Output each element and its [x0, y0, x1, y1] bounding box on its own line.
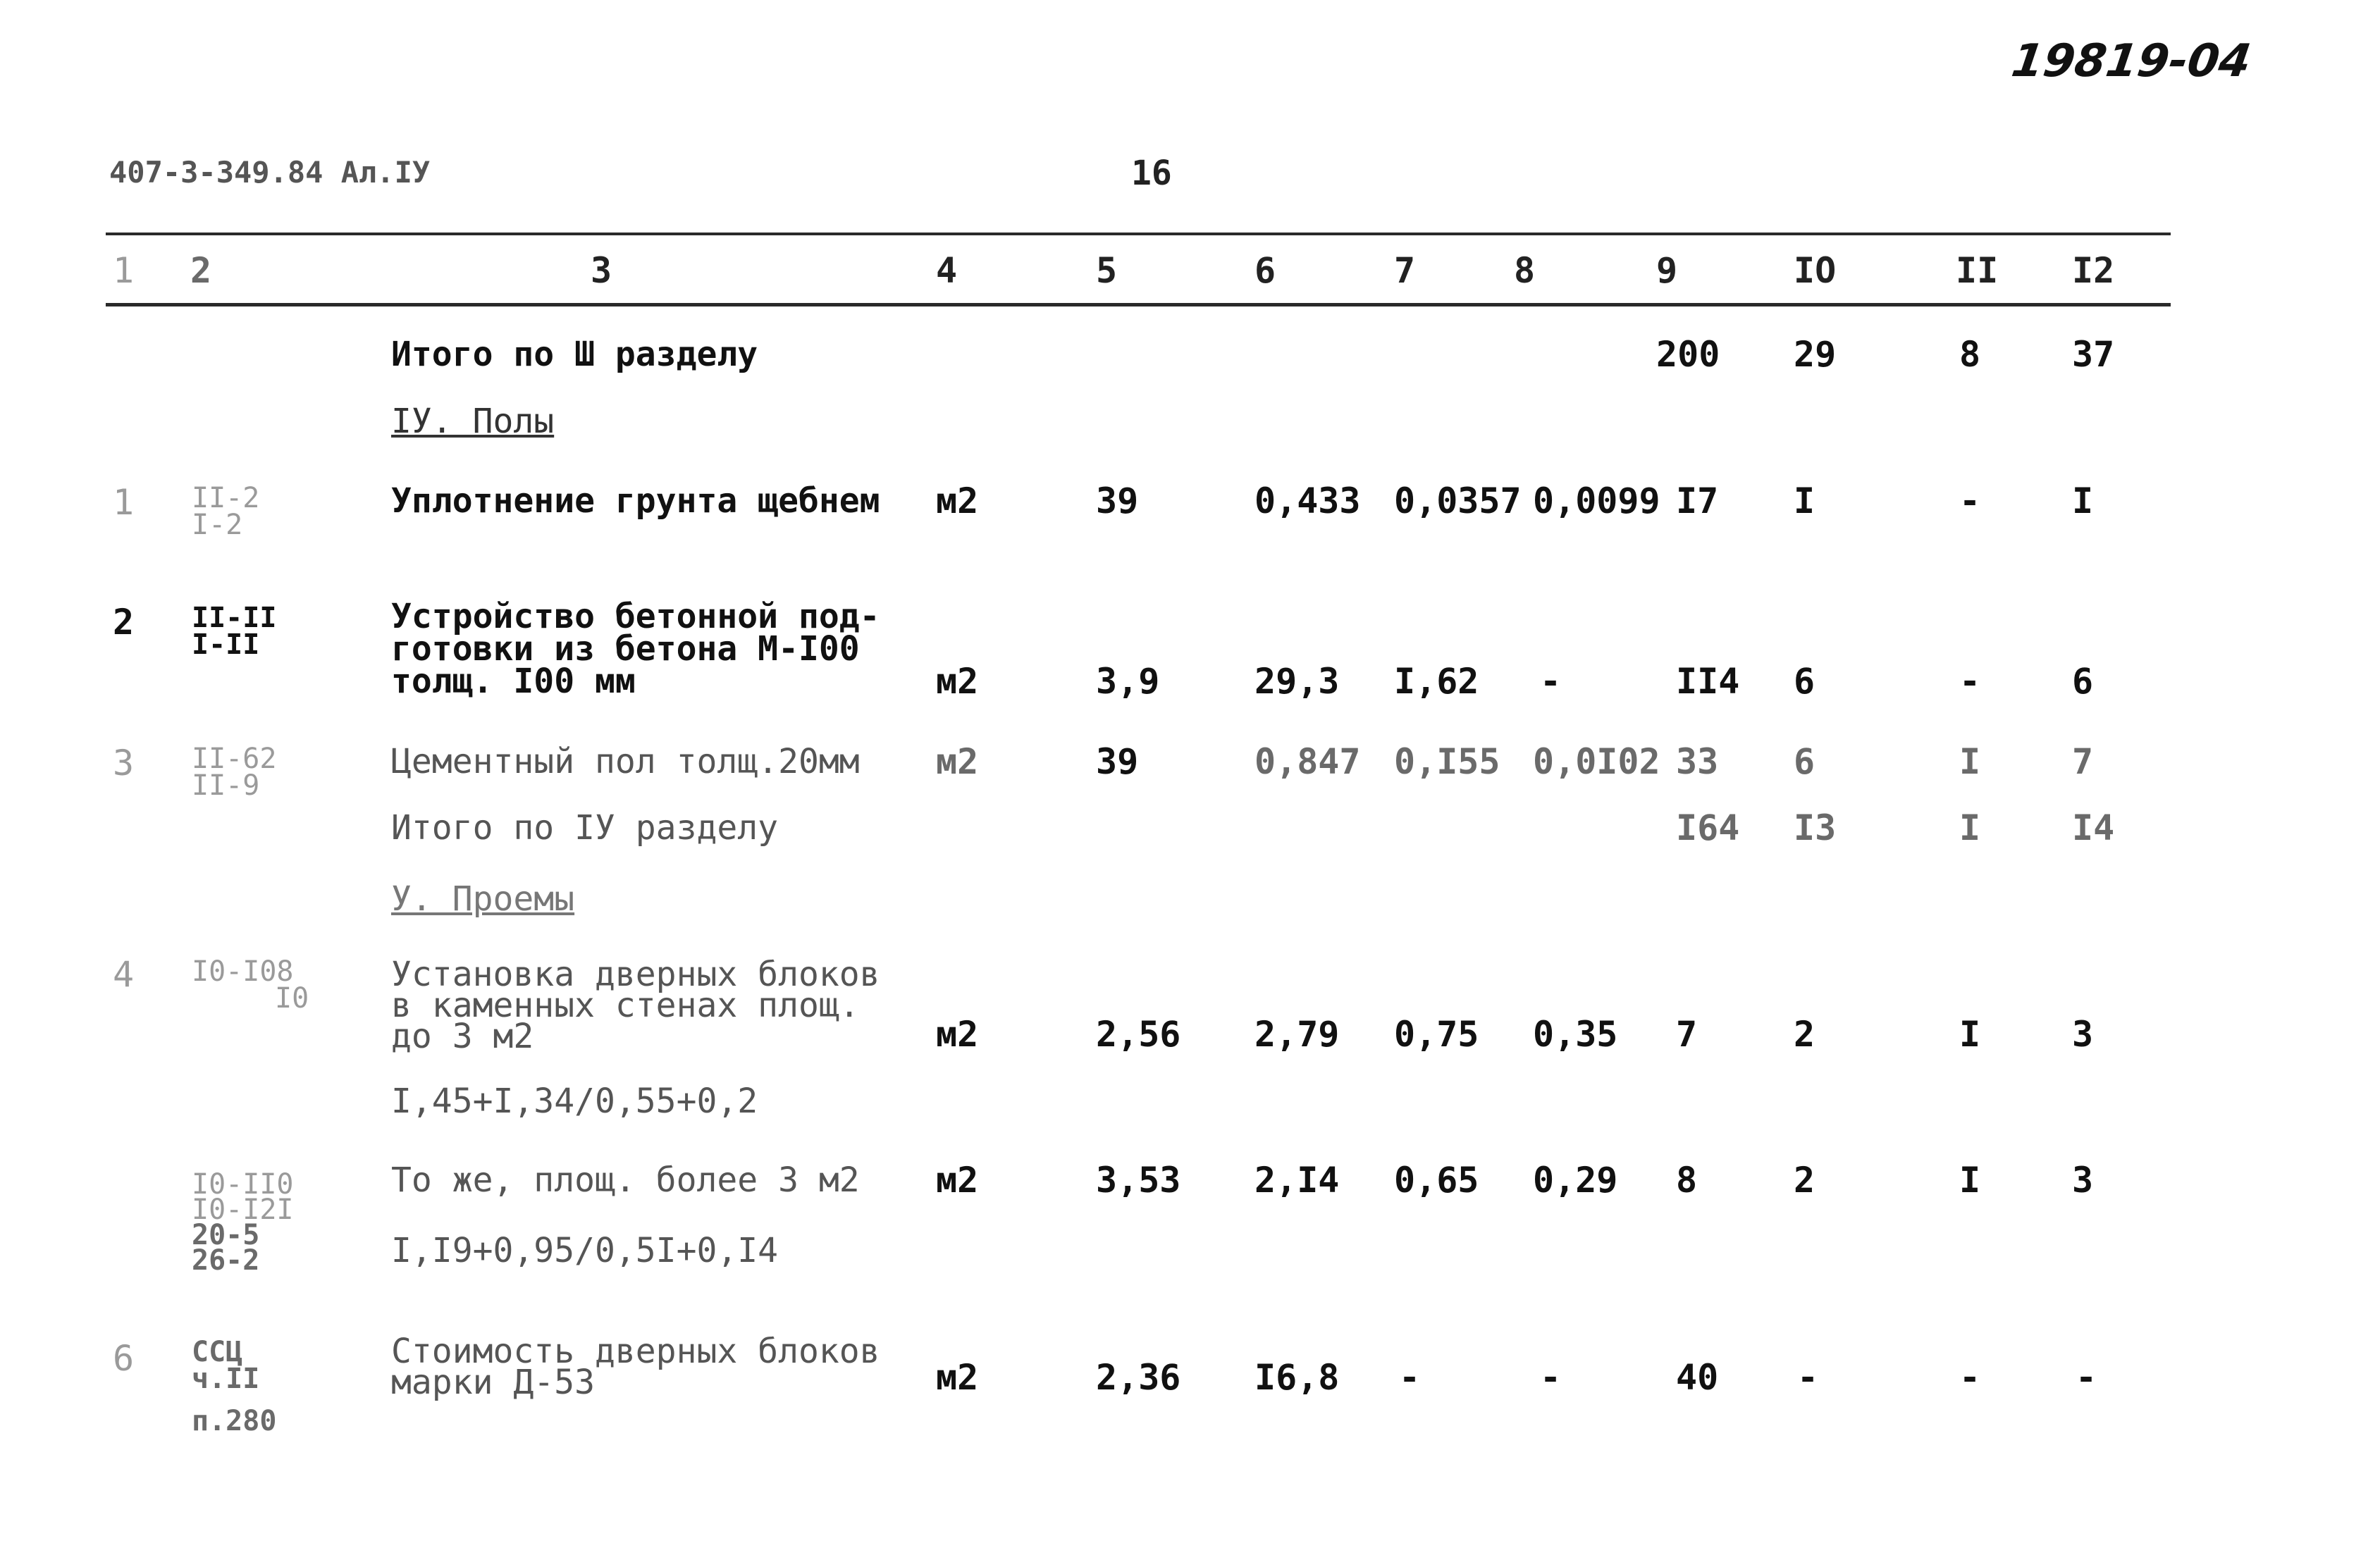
row-number: 4 — [113, 954, 135, 995]
column-header: 9 — [1656, 250, 1678, 291]
column-header: 1 — [113, 250, 135, 291]
cell-col9: 40 — [1676, 1357, 1719, 1398]
row-number: 2 — [113, 602, 135, 643]
cell-col5: 2,36 — [1096, 1357, 1181, 1398]
row-number: 3 — [113, 743, 135, 783]
cell-col9: 7 — [1676, 1014, 1698, 1055]
row-description: Итого по Ш разделу — [391, 335, 758, 374]
cell-col9: I64 — [1676, 807, 1740, 848]
cell-col12: 6 — [2072, 661, 2094, 702]
column-header: 6 — [1254, 250, 1276, 291]
calculation-formula: I,45+I,34/0,55+0,2 — [391, 1082, 758, 1121]
cell-col5: 39 — [1096, 481, 1139, 521]
calculation-formula: I,I9+0,95/0,5I+0,I4 — [391, 1231, 779, 1270]
cell-col10: 2 — [1794, 1014, 1815, 1055]
cell-col10: 2 — [1794, 1160, 1815, 1201]
cell-col7: - — [1399, 1357, 1421, 1398]
cell-unit: м2 — [936, 1014, 979, 1055]
header-bottom-rule — [106, 303, 2171, 306]
column-header: 4 — [936, 250, 958, 291]
cell-col6: 0,847 — [1254, 741, 1361, 782]
cell-col12: 7 — [2072, 741, 2094, 782]
cell-col5: 39 — [1096, 741, 1139, 782]
cell-col6: 2,I4 — [1254, 1160, 1340, 1201]
cell-col12: - — [2076, 1357, 2097, 1398]
section-title: У. Проемы — [391, 879, 575, 919]
cell-col7: 0,0357 — [1394, 481, 1522, 521]
cell-unit: м2 — [936, 741, 979, 782]
cell-col6: 0,433 — [1254, 481, 1361, 521]
cell-col9: 8 — [1676, 1160, 1698, 1201]
cell-col7: 0,75 — [1394, 1014, 1479, 1055]
column-header: 5 — [1096, 250, 1118, 291]
row-description: Цементный пол толщ.20мм — [391, 742, 860, 781]
cell-col11: 8 — [1959, 334, 1981, 375]
document-reference: 407-3-349.84 Ал.IУ — [109, 155, 431, 190]
cell-col12: 3 — [2072, 1160, 2094, 1201]
cell-unit: м2 — [936, 661, 979, 702]
cell-col6: 29,3 — [1254, 661, 1340, 702]
cell-col5: 2,56 — [1096, 1014, 1181, 1055]
cell-col9: 33 — [1676, 741, 1719, 782]
cell-col7: 0,I55 — [1394, 741, 1500, 782]
row-code-line: I0-II0 — [192, 1168, 294, 1201]
row-code-line: ССЦ — [192, 1336, 243, 1368]
cell-col8: 0,0099 — [1533, 481, 1660, 521]
cell-col11: - — [1959, 481, 1981, 521]
row-code-line: II-62 — [192, 743, 277, 775]
cell-col8: - — [1540, 661, 1562, 702]
row-description-line: Устройство бетонной под- — [391, 597, 880, 636]
header-top-rule — [106, 233, 2171, 235]
row-number: 1 — [113, 482, 135, 523]
cell-col11: I — [1959, 1014, 1981, 1055]
row-description-line: в каменных стенах площ. — [391, 986, 860, 1025]
row-description-line: Установка дверных блоков — [391, 955, 880, 994]
column-header: 8 — [1514, 250, 1536, 291]
cell-col9: 200 — [1656, 334, 1720, 375]
row-code-line: II-2 — [192, 482, 260, 514]
row-code-line: I0 — [275, 982, 309, 1015]
row-description-line: до 3 м2 — [391, 1017, 534, 1056]
row-code-line: ч.II — [192, 1363, 260, 1395]
cell-col6: 2,79 — [1254, 1014, 1340, 1055]
cell-col6: I6,8 — [1254, 1357, 1340, 1398]
cell-col11: - — [1959, 1357, 1981, 1398]
cell-col11: I — [1959, 807, 1981, 848]
document-number-handwritten: 19819-04 — [2008, 35, 2255, 87]
row-description: Итого по IУ разделу — [391, 808, 779, 848]
row-code-line: II-II — [192, 602, 277, 634]
cell-unit: м2 — [936, 481, 979, 521]
row-description-line: толщ. I00 мм — [391, 662, 636, 701]
column-header: IO — [1794, 250, 1837, 291]
cell-col12: I4 — [2072, 807, 2115, 848]
cell-col11: - — [1959, 661, 1981, 702]
row-description-line: марки Д-53 — [391, 1363, 595, 1402]
cell-col9: II4 — [1676, 661, 1740, 702]
row-code-line: 20-5 — [192, 1219, 260, 1251]
cell-col7: 0,65 — [1394, 1160, 1479, 1201]
row-code-line: п.280 — [192, 1405, 277, 1437]
cell-col8: 0,0I02 — [1533, 741, 1660, 782]
row-code-line: I0-I2I — [192, 1194, 294, 1226]
cell-col10: 29 — [1794, 334, 1837, 375]
cell-col5: 3,53 — [1096, 1160, 1181, 1201]
row-description: Уплотнение грунта щебнем — [391, 481, 880, 521]
cell-col11: I — [1959, 741, 1981, 782]
cell-col10: I3 — [1794, 807, 1837, 848]
column-header: 2 — [190, 250, 212, 291]
row-code-line: 26-2 — [192, 1244, 260, 1277]
row-number: 6 — [113, 1338, 135, 1379]
column-header: 3 — [591, 250, 612, 291]
row-code-line: I0-I08 — [192, 955, 294, 988]
row-description-line: Стоимость дверных блоков — [391, 1332, 880, 1371]
cell-col12: I — [2072, 481, 2094, 521]
cell-col7: I,62 — [1394, 661, 1479, 702]
row-code-line: II-9 — [192, 769, 260, 802]
cell-unit: м2 — [936, 1357, 979, 1398]
section-title: IУ. Полы — [391, 402, 555, 441]
row-description-line: готовки из бетона М-I00 — [391, 629, 860, 669]
page-number: 16 — [1131, 154, 1172, 193]
cell-unit: м2 — [936, 1160, 979, 1201]
cell-col10: I — [1794, 481, 1815, 521]
cell-col8: 0,35 — [1533, 1014, 1618, 1055]
cell-col10: 6 — [1794, 661, 1815, 702]
row-description: То же, площ. более 3 м2 — [391, 1160, 860, 1200]
cell-col12: 3 — [2072, 1014, 2094, 1055]
column-header: II — [1956, 250, 1999, 291]
cell-col10: 6 — [1794, 741, 1815, 782]
cell-col8: 0,29 — [1533, 1160, 1618, 1201]
cell-col12: 37 — [2072, 334, 2115, 375]
cell-col8: - — [1540, 1357, 1562, 1398]
cell-col11: I — [1959, 1160, 1981, 1201]
cell-col10: - — [1797, 1357, 1819, 1398]
column-header: I2 — [2072, 250, 2115, 291]
row-code-line: I-II — [192, 628, 260, 661]
row-code-line: I-2 — [192, 509, 243, 541]
cell-col5: 3,9 — [1096, 661, 1160, 702]
column-header: 7 — [1394, 250, 1416, 291]
cell-col9: I7 — [1676, 481, 1719, 521]
